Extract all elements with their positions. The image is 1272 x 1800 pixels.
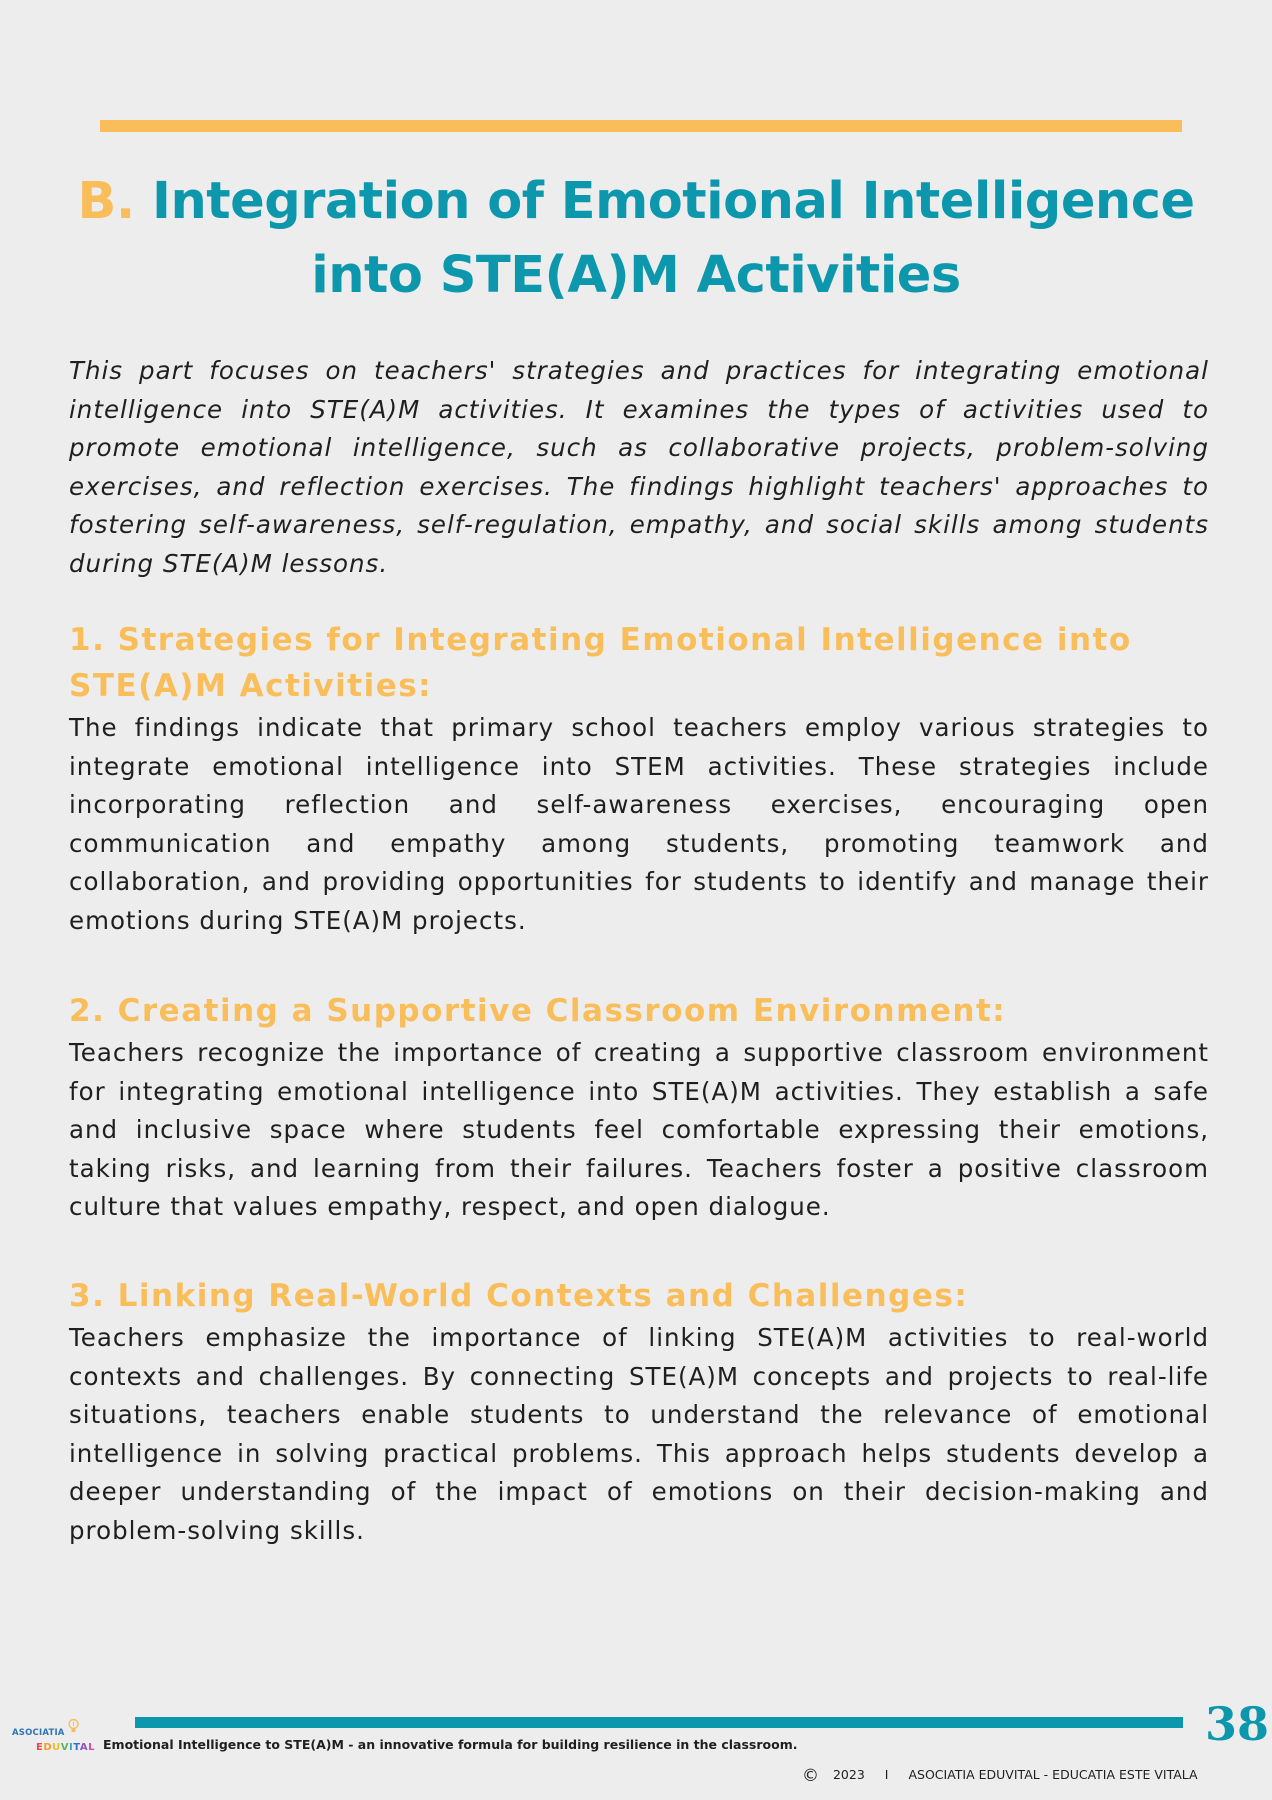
copyright-year: 2023	[832, 1767, 865, 1782]
copyright-line	[802, 1766, 1198, 1786]
section-letter: B.	[77, 172, 135, 231]
lightbulb-icon	[67, 1718, 80, 1734]
title-text: Integration of Emotional Intelligence into STE(A)M Activities	[151, 172, 1195, 305]
section-heading: 1. Strategies for Integrating Emotional Intelligence into STE(A)M Activities:	[69, 622, 1132, 704]
section-heading: 3. Linking Real-World Contexts and Challenges:	[69, 1278, 969, 1314]
section-body: Teachers emphasize the importance of linking STE(A)M activities to real-world contexts and challenges. By connecting STE(A)M concepts and projects to real-life situations, teachers enable students to understand the relevance of emotional intelligence in solving practical problems. This approach helps students develop a deeper understanding of the impact of emotions on their decision-making and problem-solving skills.	[69, 1323, 1209, 1545]
top-divider	[100, 120, 1182, 132]
footer-bar	[135, 1717, 1183, 1728]
logo-org-text: ASOCIATIA	[12, 1728, 65, 1738]
eduvital-logo	[12, 1716, 96, 1758]
copyright-organization: ASOCIATIA EDUVITAL - EDUCATIA ESTE VITALA	[908, 1767, 1198, 1782]
section-body: The findings indicate that primary school teachers employ various strategies to integrate emotional intelligence into STEM activities. These strategies include incorporating reflection and self-awareness exercises, encouraging open communication and empathy among students, promoting teamwork and collaboration, and providing opportunities for students to identify and manage their emotions during STE(A)M projects.	[69, 713, 1209, 935]
page-title	[40, 165, 1232, 313]
copyright-separator: I	[884, 1767, 889, 1782]
section-strategies	[69, 617, 1209, 940]
logo-brand-text: EDUVITAL	[36, 1742, 95, 1753]
page-number: 38	[1205, 1697, 1270, 1751]
section-body: Teachers recognize the importance of creating a supportive classroom environment for integrating emotional intelligence into STE(A)M activities. They establish a safe and inclusive space where students feel comfortable expressing their emotions, taking risks, and learning from their failures. Teachers foster a positive classroom culture that values empathy, respect, and open dialogue.	[69, 1038, 1209, 1221]
copyright-icon: ©	[802, 1766, 819, 1786]
intro-paragraph: This part focuses on teachers' strategies and practices for integrating emotional intelligence into STE(A)M activities. It examines the types of activities used to promote emotional intelligence, such as collaborative projects, problem-solving exercises, and reflection exercises. The findings highlight teachers' approaches to fostering self-awareness, self-regulation, empathy, and social skills among students during STE(A)M lessons.	[69, 356, 1209, 578]
footer-caption: Emotional Intelligence to STE(A)M - an innovative formula for building resilience in the classroom.	[103, 1737, 798, 1752]
section-heading: 2. Creating a Supportive Classroom Environment:	[69, 993, 1007, 1029]
section-real-world	[69, 1273, 1209, 1550]
section-supportive-environment	[69, 988, 1209, 1227]
